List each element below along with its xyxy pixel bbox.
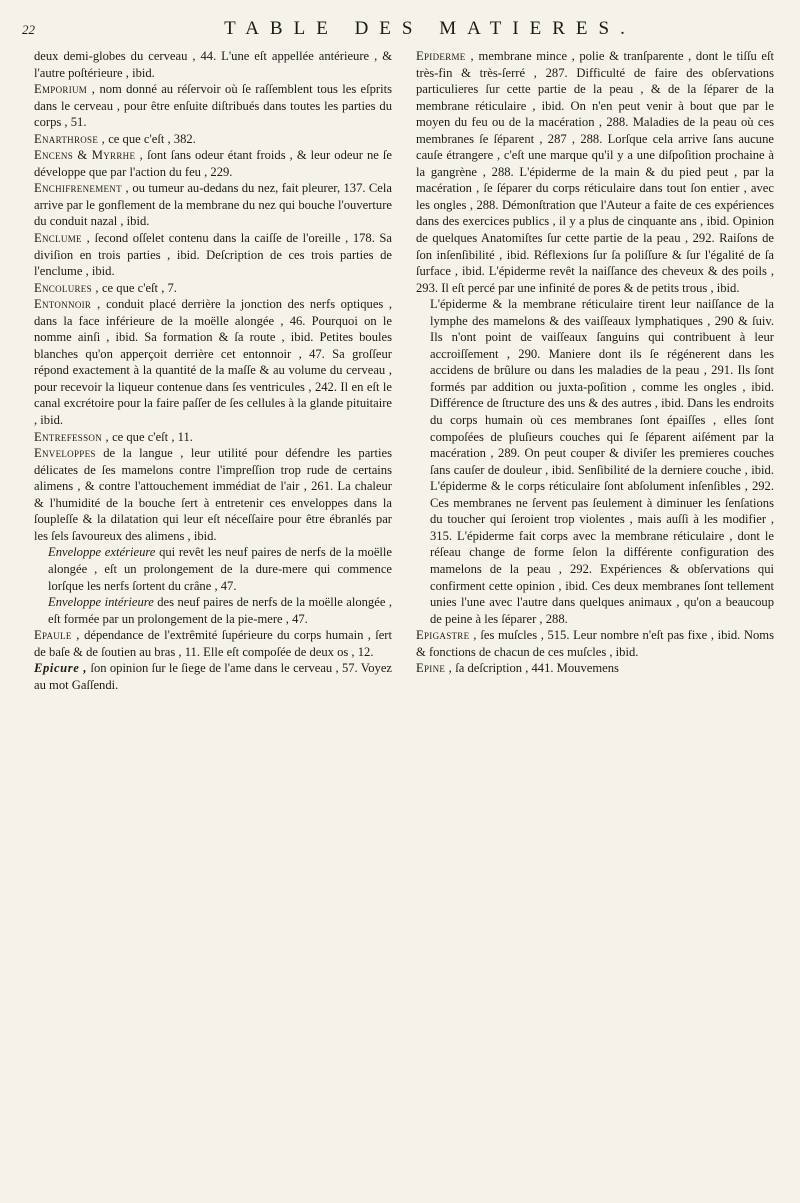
index-entry bbox=[416, 627, 774, 660]
entry-headword: Epigastre , bbox=[416, 628, 477, 643]
entry-text: ſont ſans odeur étant froids , & leur odeur ne ſe développe que par l'action du feu , 229. bbox=[34, 148, 392, 179]
entry-text: ſon opinion ſur le ſiege de l'ame dans le cerveau , 57. Voyez au mot Gaſſendi. bbox=[34, 661, 393, 692]
entry-headword: Epaule , bbox=[34, 628, 80, 643]
index-entry bbox=[34, 627, 392, 660]
index-entry bbox=[34, 131, 392, 148]
index-entry bbox=[34, 180, 392, 230]
entry-headword: Enchifrenement , bbox=[34, 181, 129, 196]
index-entry bbox=[34, 230, 392, 280]
entry-subheading: Enveloppe intérieure bbox=[48, 595, 154, 610]
entry-headword: Epicure , bbox=[34, 661, 88, 676]
entry-text: ſecond oſſelet contenu dans la caiſſe de l'oreille , 178. Sa diviſion en trois parties , ibid. Deſcription de ces trois parties de l'enclume , ibid. bbox=[34, 231, 392, 279]
page-header bbox=[22, 18, 778, 44]
index-entry bbox=[34, 296, 392, 428]
entry-headword: Encolures , bbox=[34, 280, 99, 295]
index-entry bbox=[34, 544, 392, 594]
entry-text: ſes muſcles , 515. Leur nombre n'eſt pas fixe , ibid. Noms & fonctions de chacun de ces muſcles , ibid. bbox=[416, 628, 774, 659]
entry-text: dépendance de l'extrêmité ſupérieure du corps humain , ſert de baſe & de ſoutien au bras , 11. Elle eſt compoſée de deux os , 12. bbox=[34, 628, 392, 659]
index-entry bbox=[34, 81, 392, 131]
entry-headword: Enveloppes bbox=[34, 446, 96, 461]
index-entry bbox=[34, 594, 392, 627]
entry-headword: Entrefesson , bbox=[34, 429, 109, 444]
index-entry bbox=[34, 660, 392, 693]
entry-text: nom donné au réſervoir où ſe raſſemblent tous les eſprits dans le cerveau , pour être enſuite diſtribués dans toutes les parties du corps , 51. bbox=[34, 82, 393, 130]
index-entry bbox=[416, 296, 774, 627]
entry-text: L'épiderme & la membrane réticulaire tirent leur naiſſance de la lymphe des mamelons & des vaiſſeaux lymphatiques , 290 & ſuiv. Ils n'ont point de vaiſſeaux ſanguins qui contribuent à leur accroiſſement , 290. Maniere dont ils ſe régénerent dans les accidens de brûlure ou dans les maladies de la peau , 291. Ils ſont formés par addition ou juxta-poſition , comme les ongles , ibid. Différence de ſtructure des uns & des autres , ibid. Dans les endroits du corps humain où ces membranes ſont épaiſſes , elles ſont compoſées de pluſieurs couches qui ſe ſéparent aiſément par la macération , 289. On peut couper & diviſer les premieres couches ſans cauſer de douleur , ibid. Senſibilité de la derniere couche , ibid. L'épiderme & le corps réticulaire ſont abſolument inſenſibles , 292. Ces membranes ne ſervent pas ſeulement à diminuer les ſenſations du toucher qui ſeroient trop violentes , mais auſſi à les modifier , 315. L'épiderme fait corps avec la membrane réticulaire , dont le réſeau change de forme ſelon la différente configuration des mamelons de la peau , 292. Expériences & obſervations qui confirment cette opinion , ibid. Ces deux membranes ſont tellement unies l'une avec l'autre dans quelques animaux , qu'on a beaucoup de peine à les ſéparer , 288. bbox=[430, 297, 774, 626]
index-entry bbox=[34, 445, 392, 544]
entry-text: ce que c'eſt , 7. bbox=[101, 280, 177, 295]
entry-text: ce que c'eſt , 11. bbox=[112, 429, 193, 444]
left-column bbox=[34, 48, 392, 693]
index-entry bbox=[416, 660, 774, 677]
page-number: 22 bbox=[22, 22, 35, 37]
entry-headword: Enclume , bbox=[34, 231, 91, 246]
entry-subheading: Enveloppe extérieure bbox=[48, 545, 156, 560]
entry-text: conduit placé derrière la jonction des nerfs optiques , dans la face inférieure de la moëlle alongée , 46. Pourquoi on le nomme ainſi , ibid. Sa formation & ſa route , ibid. Petites boules blanches qu'on apperçoit derrière cet entonnoir , 47. Sa groſſeur répond exactement à la quantité de la maſſe & au volume du cerveau , pour recevoir la liqueur contenue dans ſes ventricules , 242. Il en eſt le canal excrétoire pour la faire paſſer de ſes cellules à la glande pituitaire , ibid. bbox=[34, 297, 392, 428]
entry-headword: Epiderme , bbox=[416, 49, 474, 63]
entry-headword: Enarthrose , bbox=[34, 131, 106, 146]
entry-headword: Emporium , bbox=[34, 82, 96, 97]
entry-headword: Encens & Myrrhe , bbox=[34, 148, 144, 163]
entry-text: qui revêt les neuf paires de nerfs de la moëlle alongée , eſt un prolongement de la dure-mere qui commence lorſque les nerfs ſortent du crâne , 47. bbox=[48, 545, 393, 593]
index-entry bbox=[416, 48, 774, 296]
entry-text: ce que c'eſt , 382. bbox=[108, 131, 196, 146]
right-column bbox=[416, 48, 774, 677]
entry-text: deux demi-globes du cerveau , 44. L'une eſt appellée antérieure , & l'autre poſtérieure , ibid. bbox=[34, 49, 392, 80]
entry-text: de la langue , leur utilité pour défendre les parties délicates de ſes mamelons contre l'impreſſion trop rude de certains alimens , & contre l'attouchement immédiat de l'air , 261. La chaleur & l'humidité de la bouche ſert à entretenir ces enveloppes dans la ſoupleſſe & la dilatation qui leur eſt néceſſaire pour être ébranlés par les ſels ſavoureux des alimens , ibid. bbox=[34, 446, 392, 543]
index-entry bbox=[34, 48, 392, 81]
entry-text: des neuf paires de nerfs de la moëlle alongée , eſt formée par un prolongement de la pie-mere , 47. bbox=[48, 595, 392, 626]
entry-text: membrane mince , polie & tranſparente , dont le tiſſu eſt très-fin & très-ſerré , 287. Difficulté de faire des obſervations particulieres ſur cette partie de la peau , & de la ſéparer de la membrane réticulaire , ibid. On n'en peut venir à bout que par le moyen du feu ou de la macération , 288. Maladies de la peau où ces membranes ſe ſéparent , 287 , 288. Lorſque cela arrive ſans aucune cauſe étrangere , c'eſt une marque qu'il y a une diſpoſition prochaine à la gangrène , 288. L'épiderme de la main & du pied peut , par la macération , ſe ſéparer du corps réticulaire dans tout ſon entier , avec les ongles , 288. Démonſtration que l'Auteur a faite de ces expériences dans des exercices publics , il y a plus de cinquante ans , ibid. Opinion de quelques Anatomiſtes ſur cette partie de la peau , 292. Raiſons de ſon inſenſibilité , ibid. Réflexions ſur ſa poliſſure & ſur l'égalité de ſa ſurface , ibid. L'épiderme revêt la naiſſance des cheveux & des poils , 293. Il eſt percé par une infinité de pores & de petits trous , ibid. bbox=[416, 49, 775, 295]
entry-text: ou tumeur au-dedans du nez, fait pleurer, 137. Cela arrive par le gonflement de la membrane du nez qui bouche l'ouverture du conduit nazal , ibid. bbox=[34, 181, 392, 229]
entry-text: ſa deſcription , 441. Mouvemens bbox=[455, 661, 619, 676]
entry-headword: Entonnoir , bbox=[34, 297, 101, 312]
index-entry bbox=[34, 147, 392, 180]
entry-headword: Epine , bbox=[416, 661, 453, 676]
running-title: TABLE DES MATIERES. bbox=[224, 18, 636, 39]
index-entry bbox=[34, 429, 392, 446]
index-entry bbox=[34, 280, 392, 297]
